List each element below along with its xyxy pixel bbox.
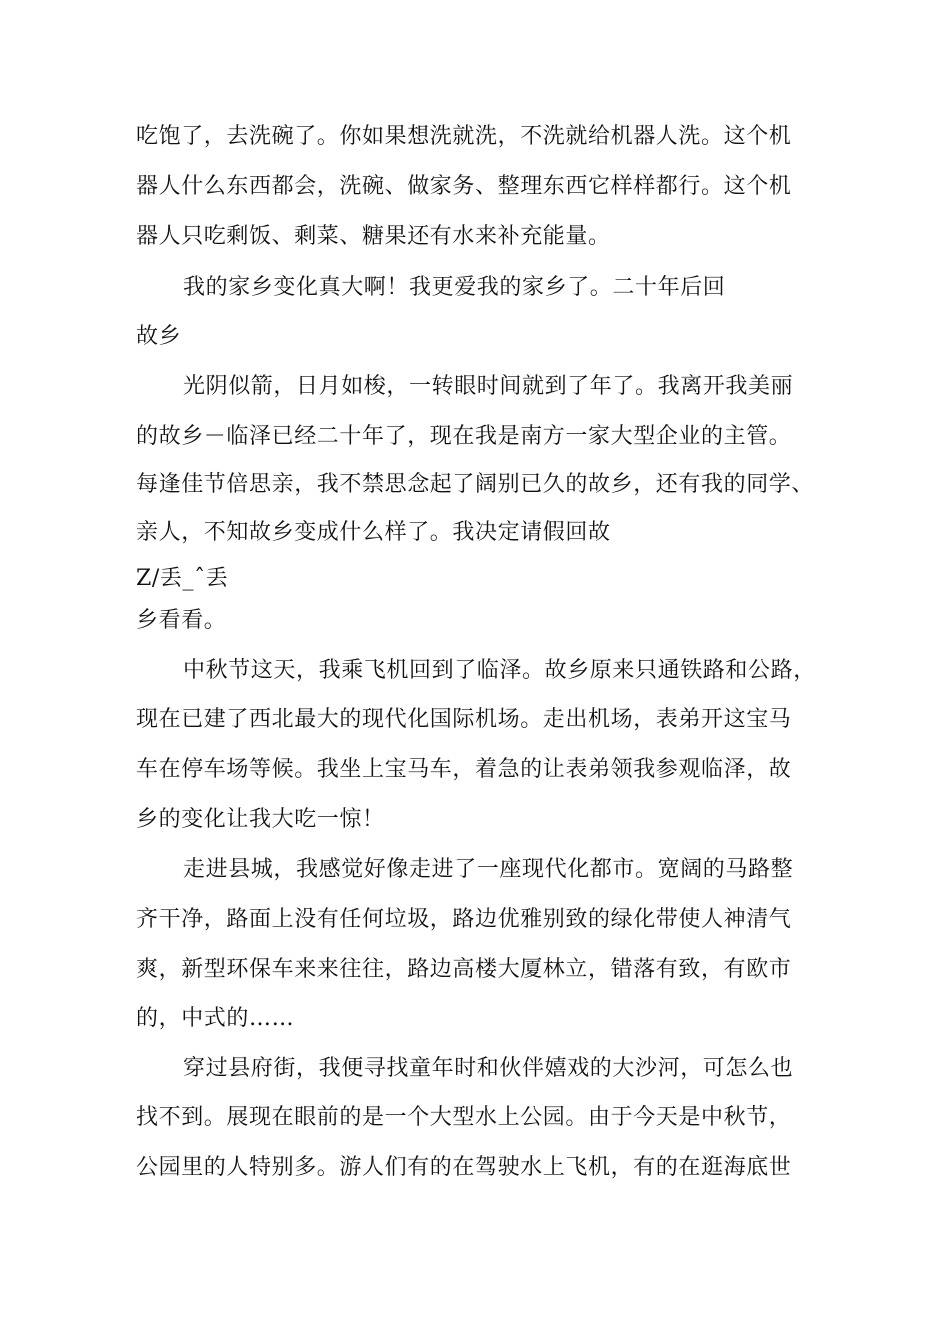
text-line: 吃饱了，去洗碗了。你如果想洗就洗，不洗就给机器人洗。这个机 [136, 124, 792, 149]
text-line: 的，中式的…… [136, 1006, 295, 1031]
text-line: 乡看看。 [136, 608, 227, 633]
text-line: 公园里的人特别多。游人们有的在驾驶水上飞机，有的在逛海底世 [136, 1155, 792, 1180]
section-heading: 故乡 [136, 324, 182, 349]
text-line: 中秋节这天，我乘飞机回到了临泽。故乡原来只通铁路和公路， [183, 658, 816, 683]
text-line: 亲人，不知故乡变成什么样了。我决定请假回故 [136, 520, 611, 545]
text-line: 光阴似箭，日月如梭，一转眼时间就到了年了。我离开我美丽 [183, 374, 794, 399]
text-line: 走进县城，我感觉好像走进了一座现代化都市。宽阔的马路整 [183, 857, 794, 882]
text-line: 找不到。展现在眼前的是一个大型水上公园。由于今天是中秋节， [136, 1105, 792, 1130]
text-line: 每逢佳节倍思亲，我不禁思念起了阔别已久的故乡，还有我的同学、 [136, 472, 815, 497]
text-line: 车在停车场等候。我坐上宝马车，着急的让表弟领我参观临泽，故 [136, 757, 792, 782]
text-line: 现在已建了西北最大的现代化国际机场。走出机场，表弟开这宝马 [136, 707, 792, 732]
text-line: 的故乡－临泽已经二十年了，现在我是南方一家大型企业的主管。 [136, 424, 792, 449]
ocr-artifact-line: Z/丢_ˆ丢 [136, 566, 229, 591]
text-line: 器人什么东西都会，洗碗、做家务、整理东西它样样都行。这个机 [136, 174, 792, 199]
text-line: 我的家乡变化真大啊！我更爱我的家乡了。二十年后回 [183, 275, 726, 300]
text-line: 乡的变化让我大吃一惊！ [136, 807, 385, 832]
text-line: 齐干净，路面上没有任何垃圾，路边优雅别致的绿化带使人神清气 [136, 907, 792, 932]
text-line: 爽，新型环保车来来往往，路边高楼大厦林立，错落有致，有欧市 [136, 957, 792, 982]
text-line: 穿过县府街，我便寻找童年时和伙伴嬉戏的大沙河，可怎么也 [183, 1056, 794, 1081]
text-line: 器人只吃剩饭、剩菜、糖果还有水来补充能量。 [136, 224, 611, 249]
